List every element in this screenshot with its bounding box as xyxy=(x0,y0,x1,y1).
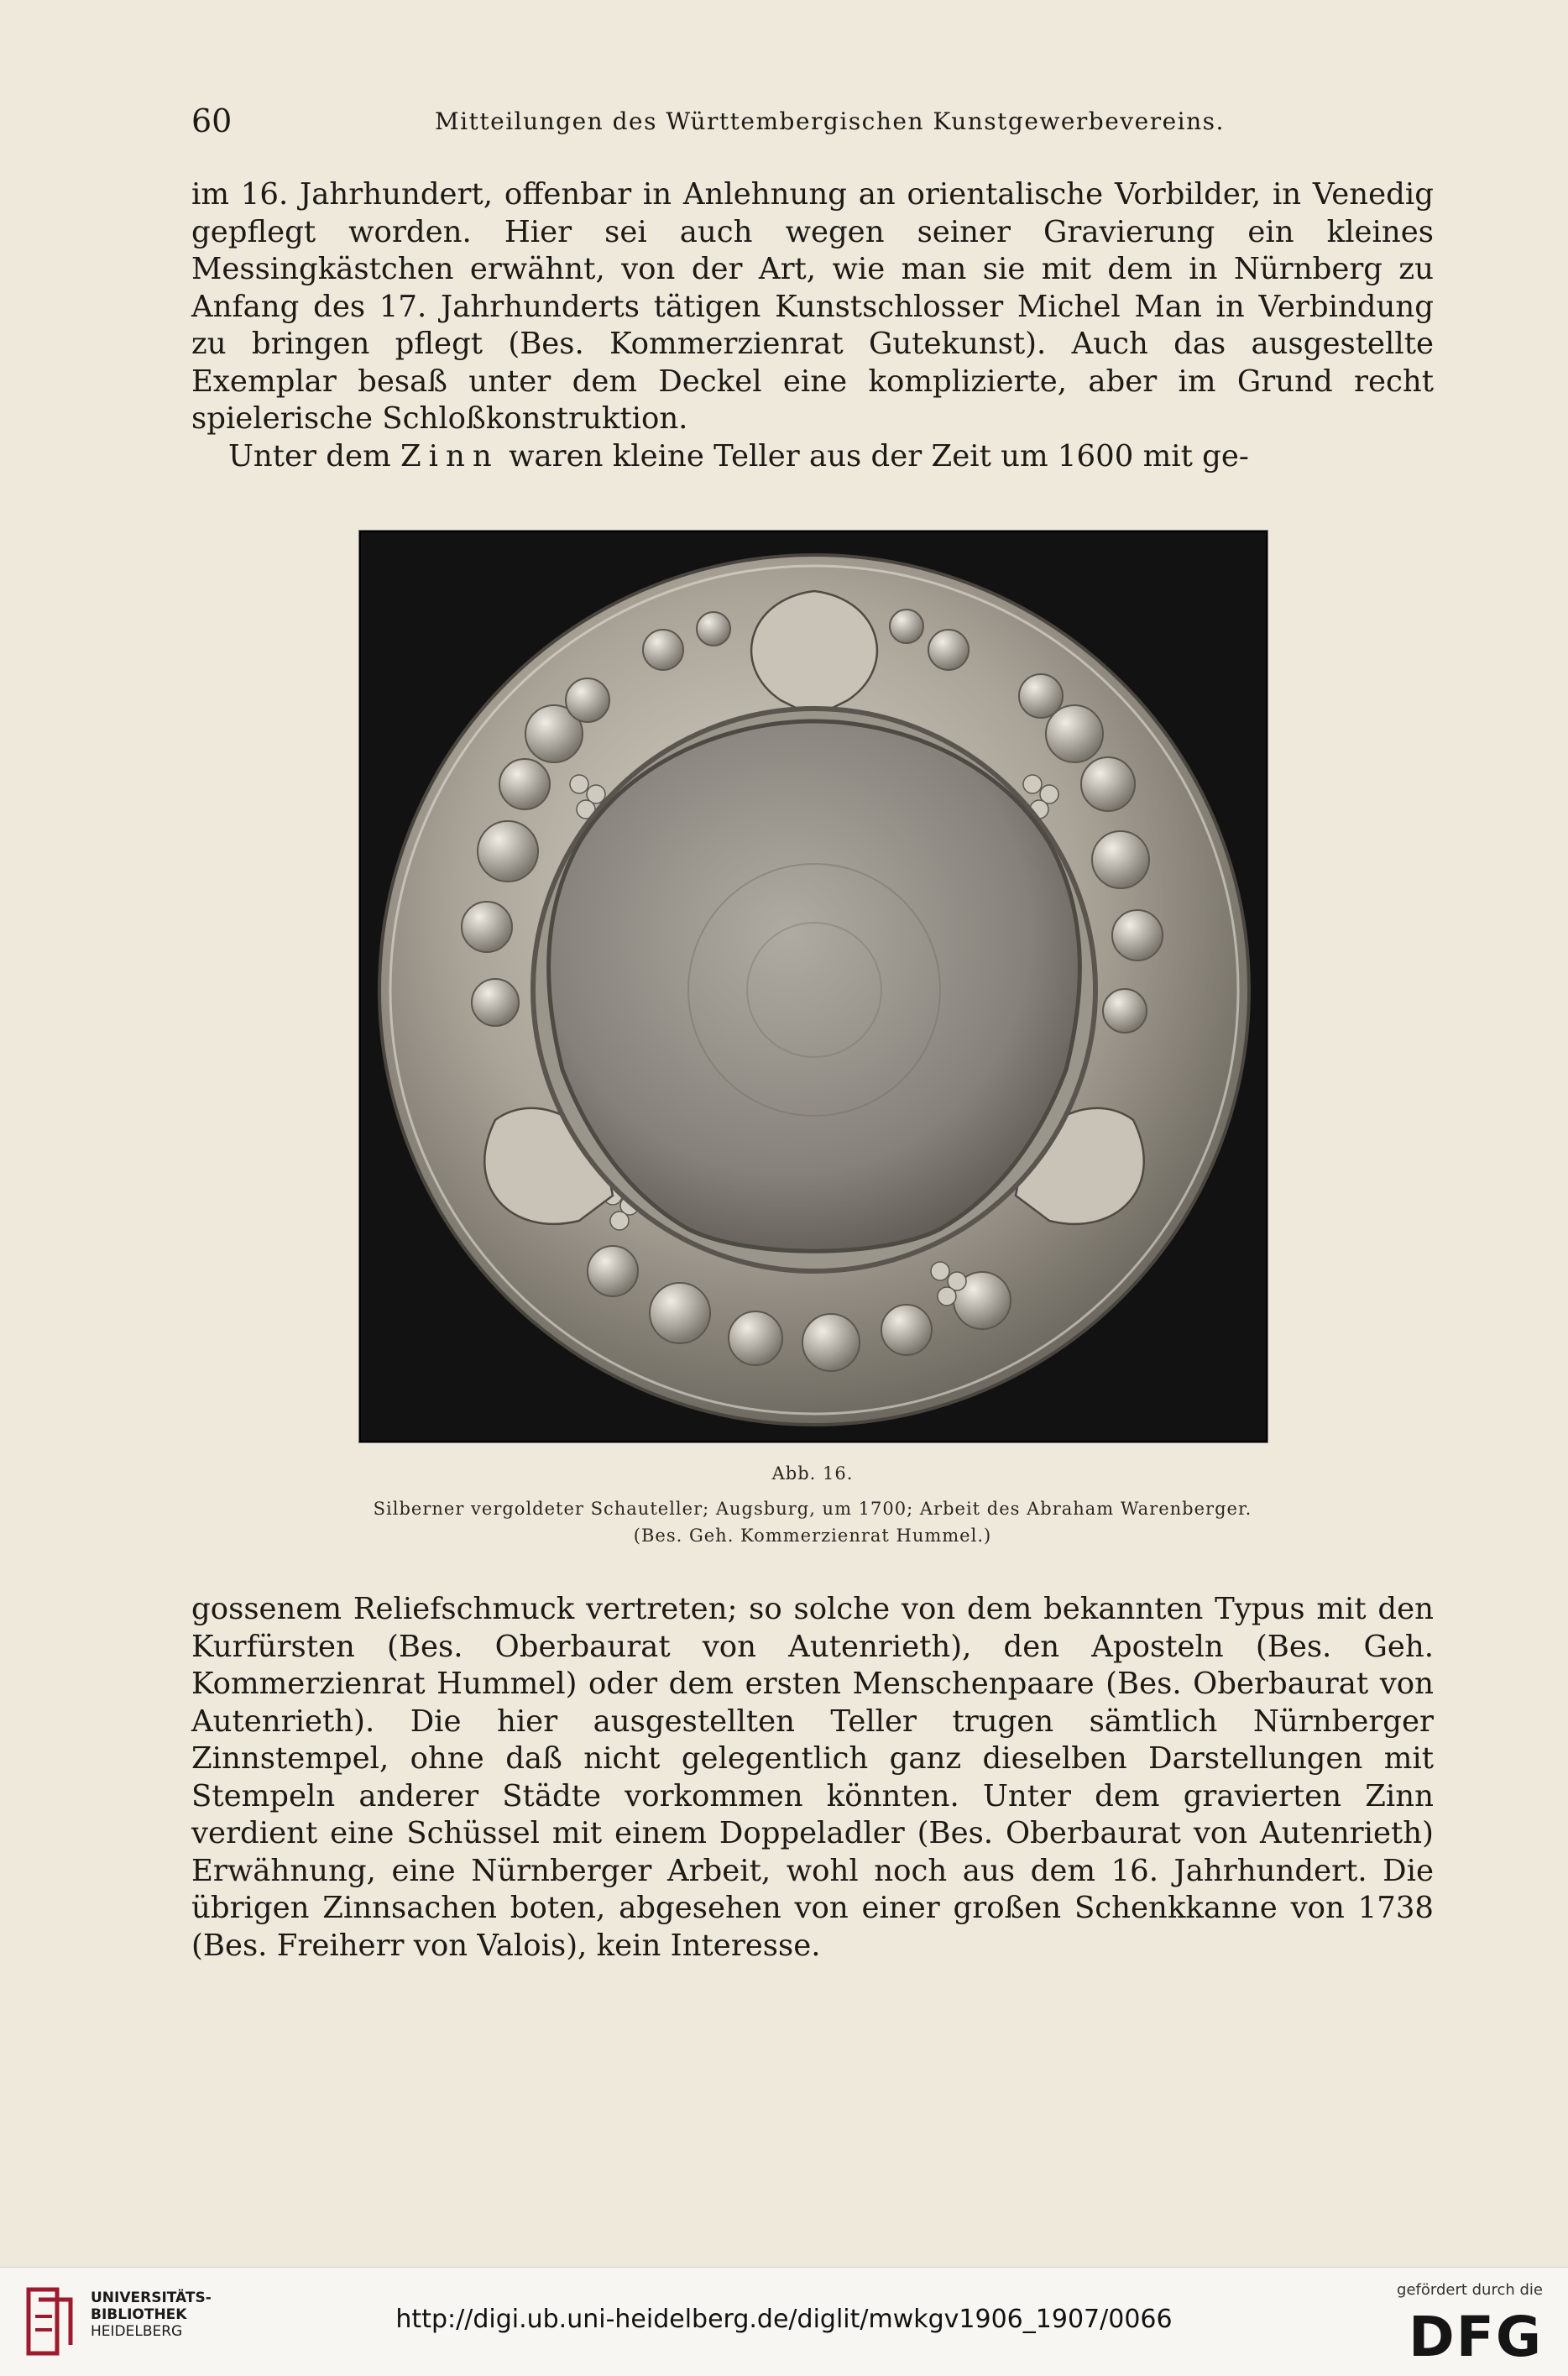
figure-caption: Silberner vergoldeter Schauteller; Augsburg, um 1700; Arbeit des Abraham Warenberger. xyxy=(373,1499,1252,1519)
paragraph-2-end: waren kleine Teller aus der Zeit um 1600 mit ge- xyxy=(509,439,1249,474)
running-title: Mitteilungen des Württembergischen Kunstgewerbevereins. xyxy=(435,107,1225,135)
figure-owner: (Bes. Geh. Kommerzienrat Hummel.) xyxy=(633,1526,992,1546)
funding-label: gefördert durch die xyxy=(1397,2281,1543,2299)
silver-plate-illustration xyxy=(361,532,1266,1441)
dfg-logo: DFG xyxy=(1408,2305,1543,2369)
library-name-line3: HEIDELBERG xyxy=(91,2323,183,2340)
page-header xyxy=(191,102,1434,144)
paragraph-1: im 16. Jahrhundert, offenbar in Anlehnung an orientalische Vorbilder, in Venedig gepflegt worden. Hier sei auch wegen seiner Gravierung ein kleines Messingkästchen erwähnt, von der Art, wie man sie mit dem in Nürnberg zu Anfang des 17. Jahrhunderts tätigen Kunstschlosser Michel Man in Verbindung zu bringen pflegt (Bes. Kommerzienrat Gutekunst). Auch das ausgestellte Exemplar besaß unter dem Deckel eine komplizierte, aber im Grund recht spielerische Schloßkonstruktion. xyxy=(191,177,1434,436)
library-name-line2: BIBLIOTHEK xyxy=(91,2306,187,2323)
library-name-line1: UNIVERSITÄTS- xyxy=(91,2290,212,2306)
figure-label: Abb. 16. xyxy=(771,1463,854,1484)
paragraph-3: gossenem Reliefschmuck vertreten; so solche von dem bekannten Typus mit den Kurfürsten (Bes. Oberbaurat von Autenrieth), den Aposteln (Bes. Geh. Kommerzienrat Hummel) oder dem ersten Menschenpaare (Bes. Oberbaurat von Autenrieth). Die hier ausgestellten Teller trugen sämtlich Nürnberger Zinnstempel, ohne daß nicht gelegentlich ganz dieselben Darstellungen mit Stempeln anderer Städte vorkommen könnten. Unter dem gravierten Zinn verdient eine Schüssel mit einem Doppeladler (Bes. Oberbaurat von Autenrieth) Erwähnung, eine Nürnberger Arbeit, wohl noch aus dem 16. Jahrhundert. Die übrigen Zinnsachen boten, abgesehen von einer großen Schenkkanne von 1738 (Bes. Freiherr von Valois), kein Interesse. xyxy=(191,1592,1434,1963)
paragraph-2-start: Unter dem xyxy=(228,439,391,474)
permalink-url[interactable]: http://digi.ub.uni-heidelberg.de/diglit/mwkgv1906_1907/0066 xyxy=(395,2305,1173,2334)
paragraph-2-spaced-word: Zinn xyxy=(400,439,499,474)
paragraph-2 xyxy=(191,438,1434,476)
figure-plate-photo xyxy=(359,531,1267,1442)
digitization-footer xyxy=(0,2267,1568,2376)
page-number: 60 xyxy=(191,102,233,139)
